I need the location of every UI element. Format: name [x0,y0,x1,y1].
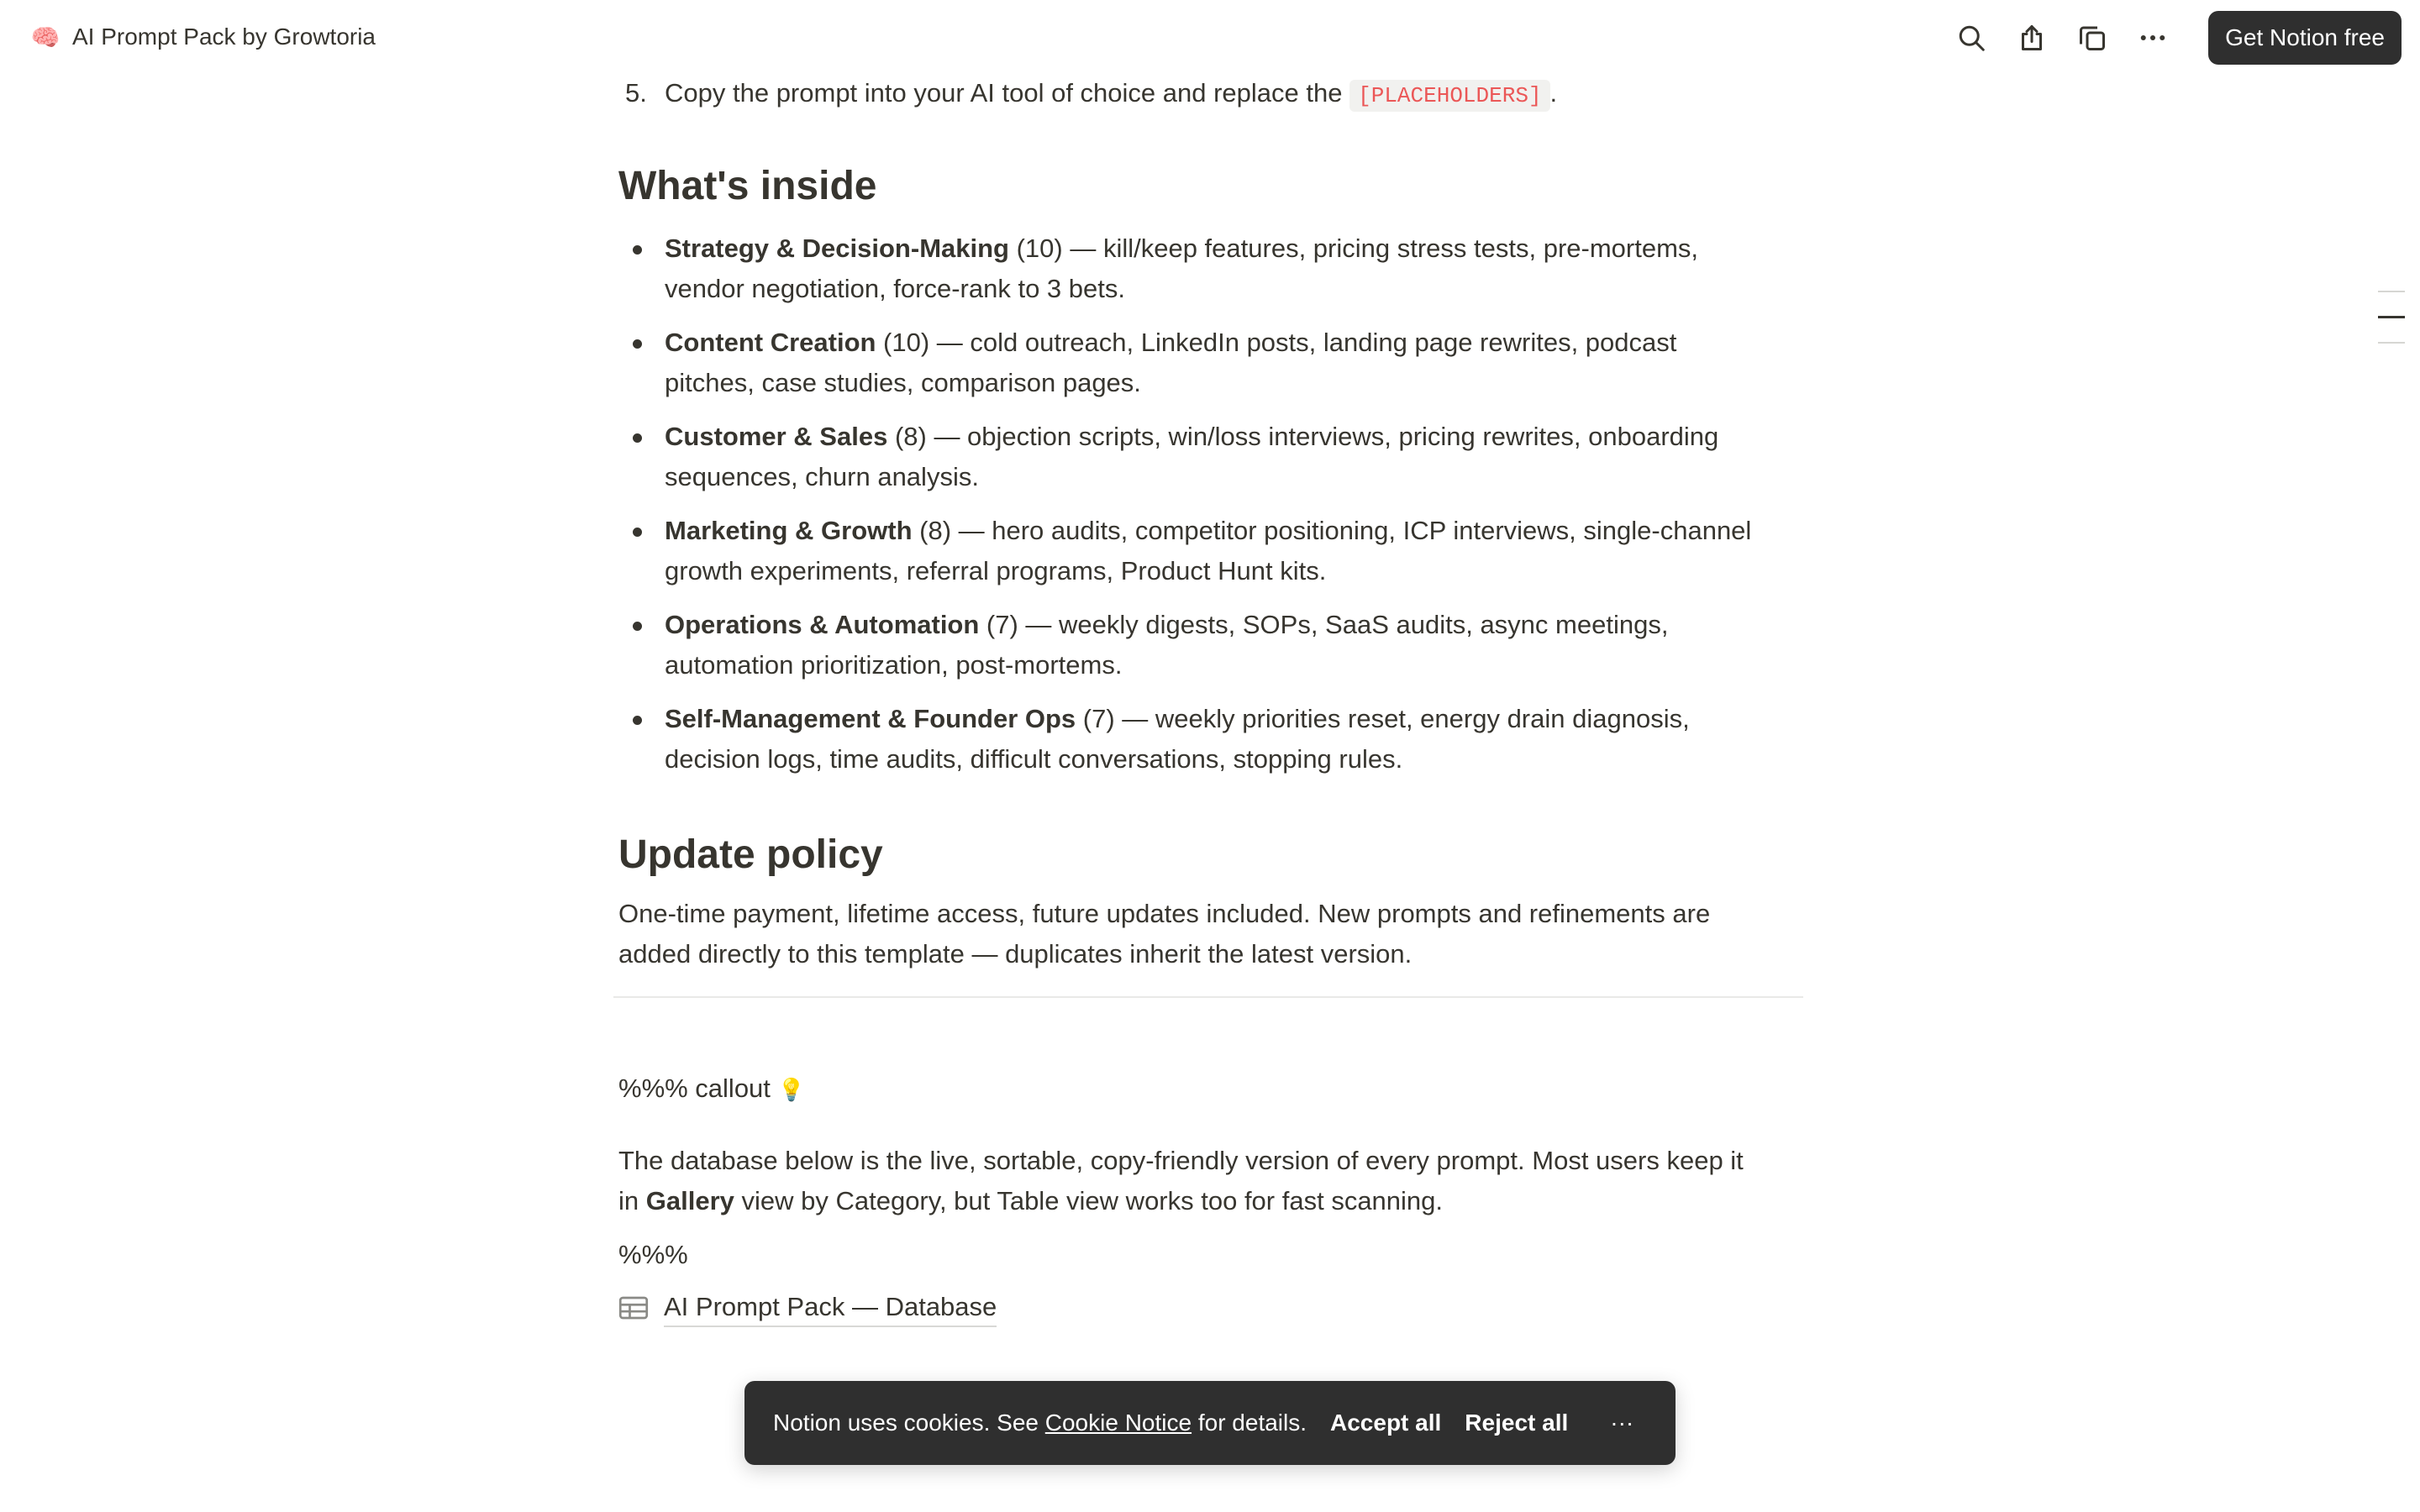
accept-all-button[interactable]: Accept all [1330,1410,1442,1436]
bullet-dot [633,433,642,443]
toc-line[interactable] [2378,342,2405,344]
cookie-notice-link[interactable]: Cookie Notice [1044,1410,1192,1436]
lightbulb-icon: 💡 [777,1077,805,1102]
list-item-text: Content Creation (10) — cold outreach, LinkedIn posts, landing page rewrites, podcast pitches, case studies, comparison pages. [665,328,1677,397]
whats-inside-heading: What's inside [618,164,877,208]
update-policy-paragraph: One-time payment, lifetime access, future updates included. New prompts and refinements are added directly to this template — duplicates inherit the latest version. [618,899,1711,969]
list-item-text: Operations & Automation (7) — weekly digests, SOPs, SaaS audits, async meetings, automation prioritization, post-mortems. [665,610,1669,680]
list-item-text: Customer & Sales (8) — objection scripts, win/loss interviews, pricing rewrites, onboarding sequences, churn analysis. [665,422,1719,491]
get-notion-free-button[interactable]: Get Notion free [2208,11,2402,65]
inline-code: [PLACEHOLDERS] [1349,80,1549,112]
list-item-text: Copy the prompt into your AI tool of choice and replace the [PLACEHOLDERS] . [665,73,1557,116]
database-link[interactable] [618,1289,997,1327]
list-item-text: Strategy & Decision-Making (10) — kill/keep features, pricing stress tests, pre-mortems, vendor negotiation, force-rank to 3 bets. [665,234,1699,303]
bullet-dot [633,716,642,725]
bullet-dot [633,622,642,631]
divider [613,996,1803,998]
toc-line[interactable] [2378,291,2405,292]
list-item-text: Self-Management & Founder Ops (7) — weekly priorities reset, energy drain diagnosis, decision logs, time audits, difficult conversations, stopping rules. [665,704,1690,774]
brain-icon: 🧠 [30,24,60,50]
bullet-dot [633,245,642,255]
list-number: 5. [625,78,647,108]
bullet-dot [633,339,642,349]
callout-open-marker: %%% callout 💡 [618,1074,805,1103]
page-title: AI Prompt Pack by Growtoria [72,24,376,50]
page-breadcrumb[interactable] [30,18,376,55]
top-actions [1936,11,2402,65]
callout-paragraph: The database below is the live, sortable, copy-friendly version of every prompt. Most users keep it in Gallery view by Category, but Table view works too for fast scanning. [618,1146,1744,1215]
cookie-more-options-button[interactable]: ··· [1610,1410,1634,1436]
more-icon[interactable] [2128,13,2178,63]
list-item-text: Marketing & Growth (8) — hero audits, competitor positioning, ICP interviews, single-channel growth experiments, referral programs, Product Hunt kits. [665,516,1752,585]
share-icon[interactable] [2007,13,2057,63]
duplicate-icon[interactable] [2067,13,2118,63]
top-bar [0,0,2420,74]
search-icon[interactable] [1946,13,1996,63]
database-link-label: AI Prompt Pack — Database [664,1289,997,1327]
toc-line-active[interactable] [2378,316,2405,318]
table-of-contents-indicator[interactable] [2378,291,2405,367]
reject-all-button[interactable]: Reject all [1465,1410,1569,1436]
table-icon [618,1294,649,1321]
bullet-dot [633,528,642,537]
cookie-message: Notion uses cookies. See Cookie Notice for details. [773,1410,1307,1436]
update-policy-heading: Update policy [618,832,883,877]
callout-close-marker: %%% [618,1240,688,1269]
cookie-banner [744,1381,1676,1465]
